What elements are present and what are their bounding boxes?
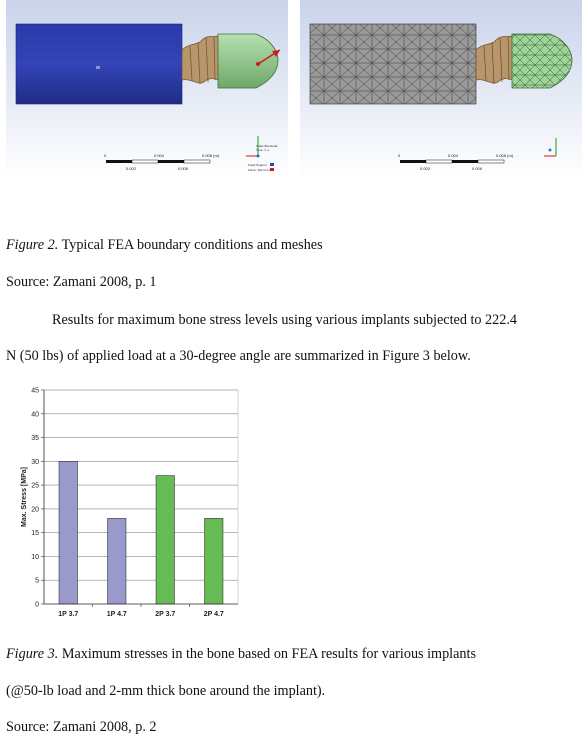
y-tick-label: 25 (31, 482, 39, 490)
scale-label: 0 (104, 153, 107, 158)
scale-label: 0.002 (420, 166, 431, 171)
scale-label: 0.002 (126, 166, 137, 171)
figure-2-source: Source: Zamani 2008, p. 1 (6, 274, 157, 290)
y-axis-title: Max. Stress [MPa] (21, 467, 28, 527)
bar (108, 518, 126, 604)
scale-label: 0.006 (178, 166, 189, 171)
legend-line: Static Structural (256, 144, 278, 148)
fea-mesh-image (300, 0, 582, 180)
bar (59, 461, 77, 604)
figure-3-label: Figure 3. (6, 646, 59, 662)
scale-label: 0.004 (154, 153, 165, 158)
scale-label: 0.008 (m) (202, 153, 220, 158)
x-category-label: 1P 3.7 (58, 611, 79, 618)
x-category-label: 1P 4.7 (106, 611, 127, 618)
legend-line: Time: 1. s (256, 148, 270, 152)
scale-label: 0 (398, 153, 401, 158)
chart-svg (16, 384, 242, 624)
fea-mesh-svg (300, 0, 582, 180)
y-tick-label: 20 (31, 506, 39, 514)
fea-boundary-conditions-image (6, 0, 288, 180)
legend-line: Fixed Support (248, 163, 267, 167)
figure-2-caption (6, 236, 323, 254)
scale-label: 0.004 (448, 153, 459, 158)
bone-mesh (310, 24, 476, 104)
y-tick-label: 45 (31, 387, 39, 395)
y-tick-label: 30 (31, 458, 39, 466)
max-stress-bar-chart (16, 384, 242, 624)
fea-boundary-svg (6, 0, 288, 180)
scale-label: 0.006 (472, 166, 483, 171)
figure-2-label: Figure 2. (6, 237, 59, 253)
scale-label: 0.008 (m) (496, 153, 514, 158)
x-category-label: 2P 4.7 (203, 611, 224, 618)
legend-line: Force: 222.14 N (248, 168, 270, 172)
y-tick-label: 5 (35, 577, 39, 585)
y-tick-label: 0 (35, 601, 39, 609)
figure-3-caption-line-2: (@50-lb load and 2-mm thick bone around the implant). (6, 683, 326, 699)
figure-3-caption (6, 645, 476, 663)
y-tick-label: 15 (31, 530, 39, 538)
figure-3-caption-text: Maximum stresses in the bone based on FEA results for various implants (58, 646, 476, 662)
bar (205, 518, 223, 604)
figure-2-caption-text: Typical FEA boundary conditions and meshes (58, 237, 323, 253)
x-category-label: 2P 3.7 (155, 611, 176, 618)
bone-block (16, 24, 182, 104)
y-tick-label: 10 (31, 553, 39, 561)
y-tick-label: 40 (31, 411, 39, 419)
body-text-line-1: Results for maximum bone stress levels using various implants subjected to 222.4 (52, 312, 517, 328)
body-text-line-2: N (50 lbs) of applied load at a 30-degree angle are summarized in Figure 3 below. (6, 348, 471, 364)
bar (156, 476, 174, 604)
figure-3-source: Source: Zamani 2008, p. 2 (6, 719, 157, 735)
y-tick-label: 35 (31, 435, 39, 443)
